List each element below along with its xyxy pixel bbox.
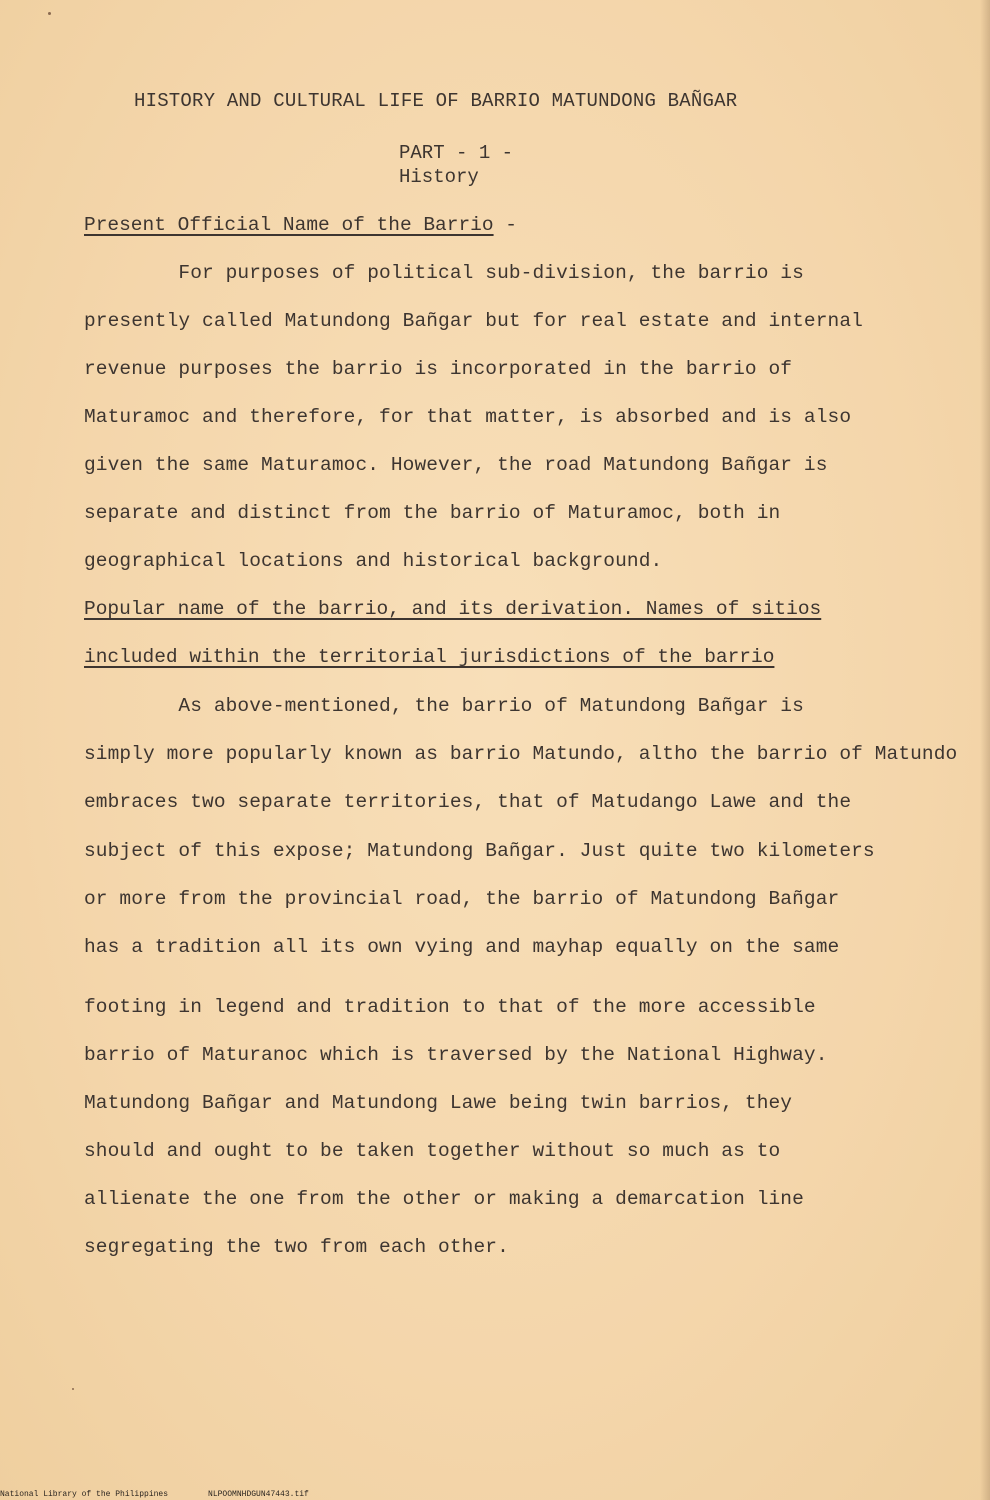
paragraph-line: footing in legend and tradition to that of the more accessible <box>84 996 816 1018</box>
part-label: PART - 1 - <box>399 142 514 164</box>
section-heading-text: Popular name of the barrio, and its derivation. Names of sitios <box>84 598 822 620</box>
page-edge-shadow <box>980 0 990 1500</box>
paragraph-line: Maturamoc and therefore, for that matter, is absorbed and is also <box>84 406 852 428</box>
paragraph-line: segregating the two from each other. <box>84 1236 509 1258</box>
paragraph-line: As above-mentioned, the barrio of Matundong Bañgar is <box>84 695 804 717</box>
part-subtitle: History <box>399 166 479 188</box>
paper-speck <box>72 1388 74 1390</box>
section-heading-suffix: - <box>493 214 517 236</box>
section-heading-text: included within the territorial jurisdictions of the barrio <box>84 646 775 668</box>
paragraph-line: has a tradition all its own vying and mayhap equally on the same <box>84 936 840 958</box>
paragraph-line: or more from the provincial road, the barrio of Matundong Bañgar <box>84 888 840 910</box>
footer-filename: NLPOOMNHDGUN47443.tif <box>208 1490 309 1499</box>
paragraph-line: subject of this expose; Matundong Bañgar. Just quite two kilometers <box>84 840 875 862</box>
document-title: HISTORY AND CULTURAL LIFE OF BARRIO MATUNDONG BAÑGAR <box>134 90 738 112</box>
paragraph-line: should and ought to be taken together without so much as to <box>84 1140 781 1162</box>
paragraph-line: simply more popularly known as barrio Matundo, altho the barrio of Matundo <box>84 743 958 765</box>
paragraph-line: Matundong Bañgar and Matundong Lawe being twin barrios, they <box>84 1092 793 1114</box>
section-heading-popular-name-line1 <box>84 598 821 620</box>
section-heading-official-name <box>84 214 517 236</box>
paragraph-line: embraces two separate territories, that of Matudango Lawe and the <box>84 791 852 813</box>
section-heading-popular-name-line2 <box>84 646 774 668</box>
section-heading-text: Present Official Name of the Barrio <box>84 214 494 236</box>
paragraph-line: allienate the one from the other or making a demarcation line <box>84 1188 804 1210</box>
paragraph-line: separate and distinct from the barrio of Maturamoc, both in <box>84 502 781 524</box>
paragraph-line: revenue purposes the barrio is incorporated in the barrio of <box>84 358 793 380</box>
paragraph-line: geographical locations and historical background. <box>84 550 663 572</box>
paragraph-line: given the same Maturamoc. However, the road Matundong Bañgar is <box>84 454 828 476</box>
scan-footer <box>0 1490 309 1499</box>
paragraph-line: For purposes of political sub-division, the barrio is <box>84 262 804 284</box>
paper-speck <box>48 12 51 15</box>
paragraph-line: barrio of Maturanoc which is traversed by the National Highway. <box>84 1044 828 1066</box>
footer-library: National Library of the Philippines <box>0 1490 169 1499</box>
paragraph-line: presently called Matundong Bañgar but for real estate and internal <box>84 310 863 332</box>
